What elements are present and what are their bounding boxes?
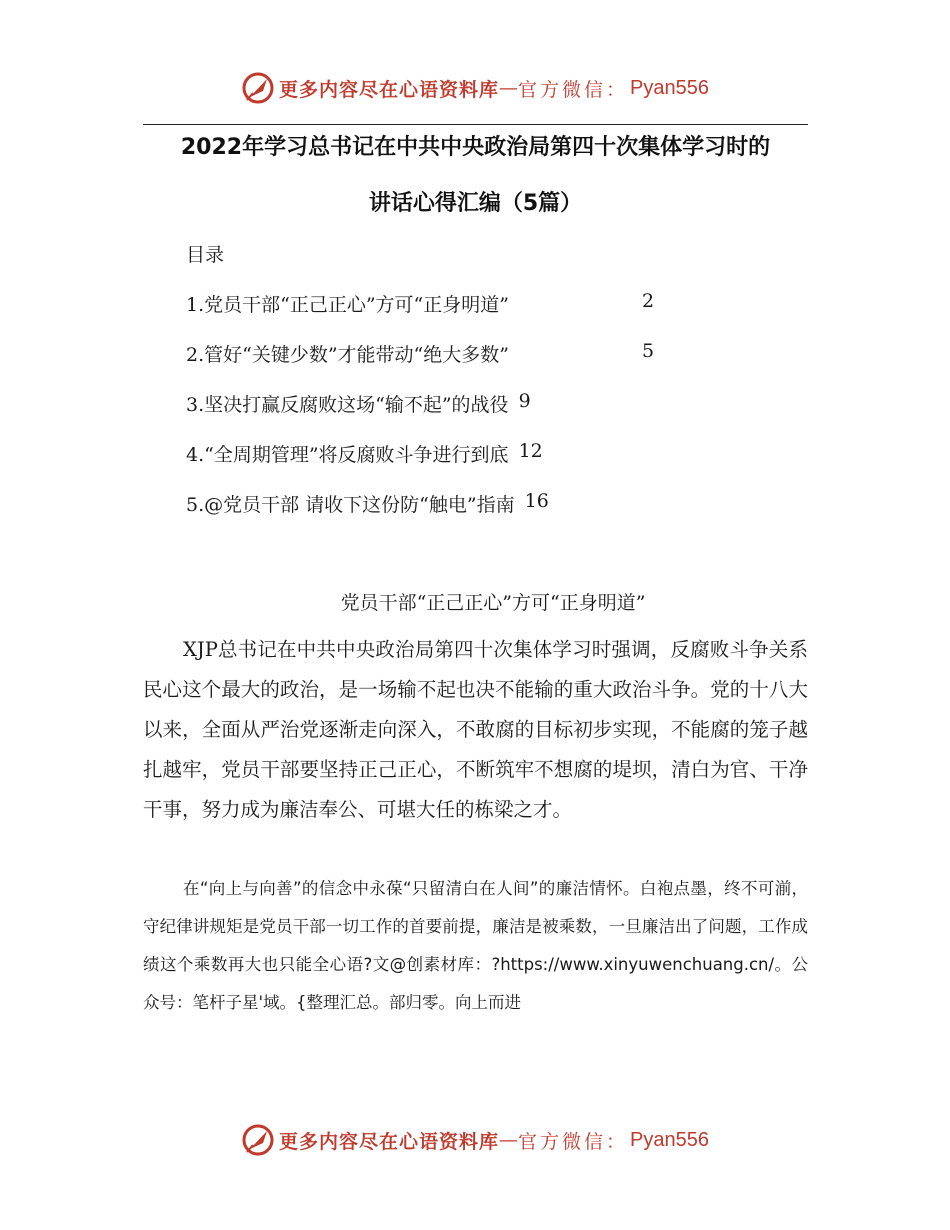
toc-item[interactable] (186, 290, 655, 317)
toc-heading: 目录 (186, 244, 225, 266)
body-paragraph-2: 在“向上与向善”的信念中永葆“只留清白在人间”的廉洁情怀。白袍点墨，终不可湔，守纪律讲规矩是党员干部一切工作的首要前提，廉洁是被乘数，一旦廉洁出了问题，工作成绩这个乘数再大也只能全心语?文@创素材库：?https://www.xinyuwenchuang.cn/。公众号：笔杆子星'域。{整理汇总。部归零。向上而进 (143, 879, 808, 1012)
header-rule (143, 124, 808, 125)
banner-text: 更多内容尽在心语资料库 (279, 78, 500, 101)
doc-title-line2: 讲话心得汇编（5篇） (368, 191, 583, 216)
toc-label: 4.“全周期管理”将反腐败斗争进行到底 (186, 444, 509, 466)
toc-label: 5.@党员干部 请收下这份防“触电”指南 (186, 494, 515, 516)
body-paragraph-1: XJP总书记在中共中央政治局第四十次集体学习时强调，反腐败斗争关系民心这个最大的政治，是一场输不起也决不能输的重大政治斗争。党的十八大以来，全面从严治党逐渐走向深入，不敢腐的目标初步实现，不能腐的笼子越扎越牢，党员干部要坚持正己正心，不断筑牢不想腐的堤坝，清白为官、干净干事，努力成为廉洁奉公、可堪大任的栋梁之才。 (143, 638, 808, 821)
toc-page: 16 (524, 490, 549, 512)
toc-page: 9 (518, 390, 531, 412)
quill-logo-icon (241, 71, 275, 105)
banner-wechat-id: Pyan556 (630, 1128, 709, 1151)
toc-label: 2.管好“关键少数”才能带动“绝大多数” (186, 344, 509, 366)
toc-label: 3.坚决打赢反腐败这场“输不起”的战役 (186, 394, 509, 416)
toc-label: 1.党员干部“正己正心”方可“正身明道” (186, 294, 509, 316)
toc-item[interactable] (186, 340, 655, 367)
toc-item[interactable] (186, 440, 543, 467)
banner-dash: — (499, 77, 519, 99)
banner-text: 更多内容尽在心语资料库 (279, 1130, 500, 1153)
banner-wechat-label: 官方微信： (518, 1130, 629, 1153)
toc-page: 2 (642, 290, 655, 312)
toc-page: 12 (518, 440, 543, 462)
banner-wechat-label: 官方微信： (518, 78, 629, 101)
quill-logo-icon (241, 1123, 275, 1157)
toc-item[interactable] (186, 390, 531, 417)
toc-item[interactable] (186, 490, 549, 517)
banner-dash: — (499, 1129, 519, 1151)
watermark-banner-top (0, 68, 950, 108)
banner-wechat-id: Pyan556 (630, 76, 709, 99)
watermark-banner-bottom (0, 1120, 950, 1160)
doc-title-line1: 2022年学习总书记在中共中央政治局第四十次集体学习时的 (180, 135, 771, 160)
toc-page: 5 (642, 340, 655, 362)
section-title: 党员干部“正己正心”方可“正身明道” (340, 592, 646, 614)
